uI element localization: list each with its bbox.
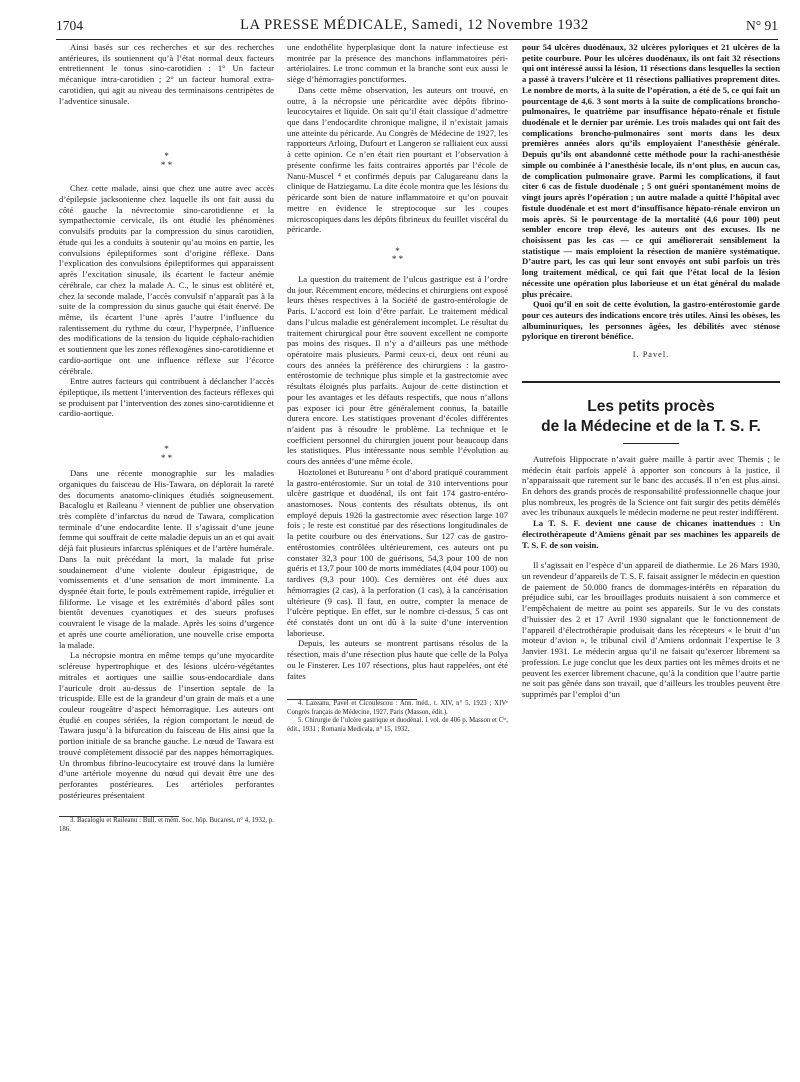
author-signature: I. Pavel.	[632, 350, 670, 360]
column-3	[522, 42, 780, 700]
footnote: 5. Chirurgie de l’ulcère gastrique et duodénal. 1 vol. de 406 p. Masson et Cⁱᵉ, édit., 1931 ; Romania Medicala, n° 15, 1932.	[287, 717, 508, 734]
paragraph: une endothélite hyperplasique dont la nature infectieuse est montrée par la présence des manchons inflammatoires péri-artériolaires. Le tronc commun et la branche sont eux aussi le siège d’hémorragies ponctiformes.	[287, 42, 508, 85]
paragraph: Ainsi basés sur ces recherches et sur des recherches antérieures, ils soutiennent qu’à l’état normal deux facteurs entretiennent le tonus sino-carotidien : 1° Un facteur mécanique intra-carotidien ; 2° un facteur humoral extra-carotidien, qui agit au niveau des terminaisons centripètes de l’adventice sinusale.	[59, 42, 274, 106]
paragraph: Depuis, les auteurs se montrent partisans résolus de la résection, mais d’une résection plus haute que celle de la Polya ou le Finsterer. Les 107 résections, plus haut rappelées, ont été faites	[287, 638, 508, 681]
footnote: 4. Lazeanu, Pavel et Cicoulescou : Ann. méd., t. XIV, n° 5, 1923 ; XIVᵉ Congrès français de Médecine, 1927, Paris (Masson, édit.).	[287, 700, 508, 716]
issue-number: N° 91	[745, 18, 778, 33]
paragraph: La T. S. F. devient une cause de chicanes inattendues : Un électrothérapeute d’Amiens gênait par ses machines les appareils de T. S. F. de son voisin.	[522, 518, 780, 550]
page-header	[56, 12, 778, 40]
section-asterisks: * * *	[160, 151, 173, 170]
section-asterisks: * * *	[160, 444, 173, 463]
column-1	[59, 42, 274, 835]
paragraph: Chez cette malade, ainsi que chez une autre avec accès d’épilepsie jacksonienne chez laquelle ils ont fait aussi du côté gauche la névrectomie sino-carotidienne et la sympathectomie cervicale, ils ont étudié les phénomènes convulsifs produits par la compression du sinus carotidien, étude qui les a conduits à soutenir qu’au moins en partie, les convulsions épileptiformes sont d’origine réflexe. Dans l’explication des convulsions épileptiformes qui apparaissent après l’excitation sinusale, ils écartent le facteur anémie cérébrale, car chez la malade A. C., le sinus est oblitéré et, chez la seconde malade, l’accès convulsif n’apparaît pas à la suite de la compression du sinus gauche qui était énervé. De même, ils écartent l’une après l’autre l’influence du ralentissement du rythme du cœur, l’hyperpnée, l’influence des modifications de la tension du liquide céphalo-rachidien et soutiennent que les zones réflexogènes sino-carotidienne et cardio-aortique ont une influence réflexe sur l’écorce cérébrale.	[59, 183, 274, 376]
footnote: 3. Bacaloglu et Raileanu : Bull. et mém. Soc. hôp. Bucarest, n° 4, 1932, p. 186.	[59, 817, 274, 833]
paragraph: La question du traitement de l’ulcus gastrique est à l’ordre du jour. Récemment encore, médecins et chirurgiens ont exposé leurs thèses respectives à la Société de gastro-entérologie de Paris. L’accord est loin d’être parfait. Le traitement médical dans l’ulcus maladie est généralement incomplet. Le résultat du traitement chirurgical pour être souvent excellent ne comporte pas moins des risques. Il n’y a d’ailleurs pas une méthode opératoire mais plusieurs. Parmi ceux-ci, deux ont réuni au cours des années la préférence des chirurgiens : la gastro-entérostomie de technique plus simple et la gastrectomie avec résultats éloignés plus parfaits. Aujour de cette distinction et pour les avantages et les défauts respectifs, que nous n’allons pas exposer ici pour être généralement connus, la bataille durera encore. Les statistiques provenant d’écoles différentes n’aident pas à résoudre le problème. La technique et le coefficient personnel du chirurgien jouent pour beaucoup dans les statistiques. Plus intéressante nous semble l’évolution au cours des années d’une même école.	[287, 273, 508, 467]
paragraph: Entre autres facteurs qui contribuent à déclancher l’accès épileptique, ils mettent l’intervention des facteurs réflexes qui se produisent par l’intervention des zones sino-carotidienne et cardio-aortique.	[59, 376, 274, 419]
journal-title: LA PRESSE MÉDICALE, Samedi, 12 Novembre 1932	[240, 17, 589, 33]
paragraph: Quoi qu’il en soit de cette évolution, la gastro-entérostomie garde pour ces auteurs des indications encore très utiles. Ainsi les obèses, les albuminuriques, les personnes âgées, les débilités avec sténose pylorique en tireront bénéfice.	[522, 299, 780, 342]
column-2	[287, 42, 508, 735]
paragraph: Hoztolonei et Butureanu ⁵ ont d’abord pratiqué couramment la gastro-entérostomie. Sur un total de 310 interventions pour ulcère gastrique et duodénal, ils ont fait 174 gastro-entéro-anastomoses. Nous contents des résultats obtenus, ils ont employé depuis 1926 la gastrectomie avec résection large 107 fois ; le reste est constitué par des résections longitudinales de la petite courbure ou des énervations. Sur 127 cas de gastro-entérostomies contrôlées ultérieurement, ces auteurs ont pu constater 32,3 pour 100 de guérisons, 54,3 pour 100 de non guéris et 13,7 pour 100 de morts immédiates (4,04 pour 100) ou tardives (9,3 pour 100). Ces dernières ont été dues aux hémorragies (2 cas), à la perforation (1 cas), à la cancérisation ultérieure (9 cas). Il faut, en outre, compter la menace de l’ulcère peptique. En effet, sur le nombre ci-dessus, 5 cas ont été constatés dont un ont dû à la suite d’une intervention laborieuse.	[287, 466, 508, 638]
page-number: 1704	[56, 18, 83, 33]
paragraph: La nécropsie montra en même temps qu’une myocardite scléreuse hypertrophique et des lésions ulcéro-végétantes mitrales et aortiques une saillie sous-endocardiale dans l’auricule droit au-dessus de l’insertion septale de la tricuspide. Elle est de la grandeur d’un grain de maïs et a une couleur rougeâtre d’aspect hémorragique. Les auteurs ont étudié en coupes sériées, la région comportant le nœud de Tawara jusqu’à la bifurcation du faisceau de His ainsi que la portion initiale de sa branche gauche. Le nœud de Tawara est trouvé complètement dissocié par des nappes hémorragiques. Un thrombus fibrino-leucocytaire est trouvé dans la lumière d’une artériole moyenne du nœud qui devait être une des perforantes postérieures. Les artérioles perforantes postérieures présentaient	[59, 650, 274, 800]
article-title-line-2: de la Médecine et de la T. S. F.	[541, 417, 761, 435]
paragraph: Dans cette même observation, les auteurs ont trouvé, en outre, à la nécropsie une péricardite avec dépôts fibrino-leucocytaires et liquide. On sait qu’il était classique d’admettre que dans l’endocardite chronique maligne, il n’existait jamais une atteinte du péricarde. Au Congrès de Médecine de 1927, les rapporteurs Arloing, Dufourt et Langeron se ralliaient eux aussi à cette opinion. Ce n’en était rien pourtant et l’observation à présente confirme les faits contraires apportés par l’école de Nanu-Muscel ⁴ et confirmés depuis par Calugareanu dans la clinique de Hatziegamu. La dite école montra que les lésions du péricarde sont bien de nature inflammatoire et qu’on pouvait mettre en évidence le streptocoque sur les coupes microscopiques dans les dépôts fibrineux du feuillet viscéral du péricarde.	[287, 84, 508, 235]
paragraph: Autrefois Hippocrate n’avait guère maille à partir avec Themis ; le médecin était parfois appelé à apporter son concours à la justice, il n’apparaissait que rarement sur le banc des accusés. Il n’en est plus ainsi. En dehors des grands procès de responsabilité professionnelle chaque jour plus nombreux, les progrès de la Science ont fait surgir des petits démêlés avec les tribunaux auxquels le médecin moderne ne peut rester indifférent.	[522, 453, 780, 518]
section-asterisks: * * *	[391, 245, 404, 265]
paragraph: Il s’agissait en l’espèce d’un appareil de diathermie. Le 26 Mars 1930, un revendeur d’appareils de T. S. F. faisait assigner le médecin en question de paiement de 50.000 francs de dommages-intérêts en réparation du préjudice subi, car les brouillages produits nuisaient à son commerce et l’empêchaient de mettre au point ses appareils. Sur le vu des constats d’huissier des 2 et 17 Avril 1930 signalant que le fonctionnement de l’appareil d’électrothérapie produisait dans les récepteurs « le bruit d’un moteur d’avion », le tribunal civil d’Amiens ordonnait l’expertise le 3 Janvier 1931. Le médecin argua qu’il ne faisait qu’exercer librement sa profession. Le juge conclut que les deux parties ont les mêmes droits et ne peuvent les exercer librement chacune, qu’à la condition que l’autre partie ne soit pas gênée dans son travail, que d’ailleurs les troubles peuvent être supprimés par l’emploi d’un	[522, 560, 780, 699]
paragraph: Dans une récente monographie sur les maladies organiques du faisceau de His-Tawara, on déplorait la rareté des documents anatomo-cliniques étudiés soigneusement. Bacaloglu et Raileanu ³ viennent de publier une observation très complète d’infarctus du nœud de Tawara, complication terminale d’une endocardite lente. Il s’agissait d’une jeune femme qui souffrait de cette maladie depuis un an et qui avait déjà fait plusieurs infarctus spléniques et de l’artère humérale. Dans la nuit précédant la mort, la malade fut prise soudainement d’une violente douleur épigastrique, de vomissements et d’une sensation de mort imminente. La dyspnée était forte, le pouls extrêmement rapide, irrégulier et filiforme. Le visage et les extrémités d’abord pâles sont bientôt devenues cyanotiques et des sueurs profuses couvraient le visage de la malade. Après les soins d’urgence et après une courte amélioration, une nouvelle crise emporta la malade.	[59, 468, 274, 650]
title-underline	[623, 443, 679, 444]
paragraph: pour 54 ulcères duodénaux, 32 ulcères pyloriques et 21 ulcères de la petite courbure. Pour les ulcères duodénaux, ils ont fait 32 résections qui ont intéressé aussi la lésion, 11 résections dans lesquelles la section a passé à travers l’ulcère et 11 résections palliatives proprement dites. Le nombre de morts, à la suite de l’opération, a été de 5, ce qui fait un pourcentage de 4,6. 3 sont morts à la suite de complications broncho-pulmonaires, le quatrième par insuffisance hépato-rénale et fistule duodénale et le dernier par urémie. Les trois malades qui ont fait des complications broncho-pulmonaires sont morts dans les deux premières années alors qu’ils employaient l’anesthésie générale. Depuis qu’ils ont abandonné cette méthode pour la rachi-anesthésie simple ou combinée à l’anesthésie locale, ils n’ont plus, en aucun cas, de complication pulmonaire grave. Parmi les complications, il faut citer 6 cas de fistule duodénale ; 5 ont guéri spontanément moins de vingt jours après l’opération ; un autre malade a quitté l’hôpital avec fistule duodénale et est mort d’insuffisance hépato-rénale environ un mois après. Si le pourcentage de la mortalité (4,6 pour 100) peut sembler encore trop élevé, les auteurs ont des excuses. Ils ne choisissent pas les cas — ce qui améliorerait sensiblement la statistique — mais emploient la résection de manière systématique. D’autre part, les cas qui leur sont envoyés ont subi parfois un très long traitement médical, ce qui fait que l’état local de la lésion nécessite une opération plus laborieuse et un état général du malade plus précaire.	[522, 42, 780, 299]
article-title-line-1: Les petits procès	[587, 397, 715, 415]
